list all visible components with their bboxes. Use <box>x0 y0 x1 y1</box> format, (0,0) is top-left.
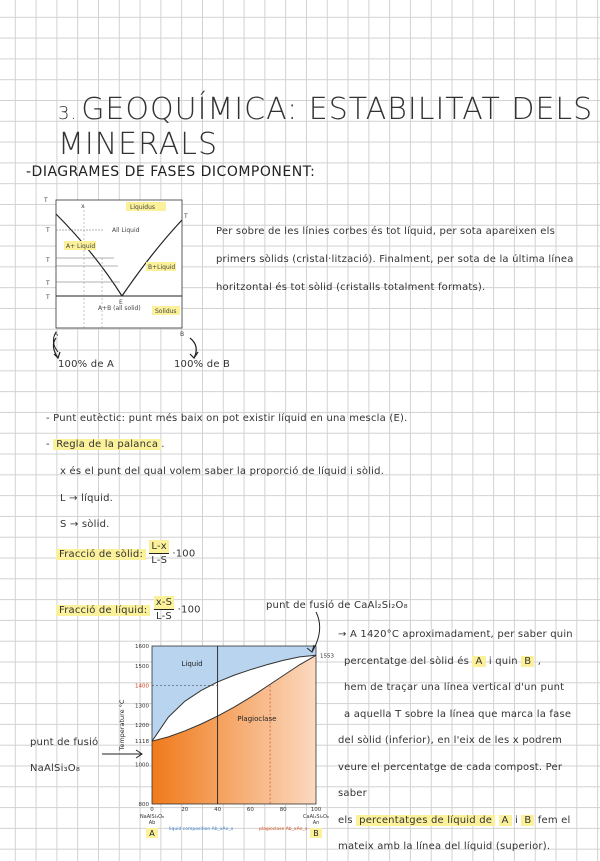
a-liquid-label: A+ Liquid <box>66 243 96 250</box>
y-tick-label: 1600 <box>135 644 149 650</box>
p2-a2: A <box>499 815 512 826</box>
title-text: GEOQUÍMICA: ESTABILITAT DELS MINERALS <box>58 92 594 162</box>
y-axis-label: Temperature °C <box>118 699 126 751</box>
fraction-solid-label: Fracció de sòlid: <box>56 549 146 560</box>
fraction-liquid-label: Fracció de líquid: <box>56 605 150 616</box>
p2-line7-highlight: percentatges de líquid de <box>356 815 495 826</box>
x-tick-label: 20 <box>181 807 189 813</box>
x-label: x <box>81 203 85 210</box>
y-tick-label: 1500 <box>135 663 149 670</box>
t3-label: T <box>46 280 50 287</box>
y-tick-label: 1400 <box>135 683 149 690</box>
x-definition: x és el punt del qual volem saber la proporció de líquid i sòlid. <box>60 466 385 477</box>
p2-line2: percentatge del sòlid és A i quin B , <box>344 655 542 667</box>
y-tick-label: 1300 <box>135 703 149 710</box>
all-liquid-label: All Liquid <box>112 227 140 234</box>
frac-solid-num: L-x <box>151 541 167 552</box>
x-left-label: Ab <box>148 820 156 826</box>
x-tick-label: 80 <box>279 807 287 813</box>
y-tick-label: 1000 <box>135 762 149 769</box>
liquidus-label: Liquidus <box>130 204 156 211</box>
bottom-right-label: plagioclase Ab_xAn_x <box>258 827 308 832</box>
p2-line7 <box>338 808 594 835</box>
p2-b2: B <box>521 815 534 826</box>
p2-line1: → A 1420°C aproximadament, per saber quin <box>338 629 573 640</box>
paragraph-2 <box>338 622 594 861</box>
lever-rule: - Regla de la palanca . <box>46 439 165 450</box>
series-label-plagioclase: Plagioclase <box>237 715 277 724</box>
pct-b-label: 100% de B <box>174 359 231 370</box>
t2-label: T <box>46 257 50 264</box>
p2-line2b: i quin <box>488 655 518 667</box>
fraction-solid <box>56 540 195 568</box>
x-tick-label: 40 <box>214 807 222 813</box>
fraction-solid-formula <box>149 540 169 567</box>
arrow-to-1553 <box>312 612 320 652</box>
b-label: B <box>313 829 319 838</box>
frac-liquid-den: L-S <box>156 611 172 622</box>
x-tick-label: 100 <box>310 807 322 813</box>
melting-point-an: punt de fusió de CaAl₂Si₂O₈ <box>266 600 408 611</box>
p2-line3: hem de traçar una línea vertical d'un punt <box>344 682 565 693</box>
phase-diagram <box>34 192 204 342</box>
title-number: 3. <box>58 103 78 124</box>
p2-line8: mateix amb la línea del líquid (superior). <box>338 841 551 852</box>
series-label-liquid: Liquid <box>181 659 203 668</box>
a-label: A <box>149 829 155 838</box>
melting-point-ab-2: NaAlSi₃O₈ <box>30 763 81 774</box>
p2-b: B <box>521 656 534 667</box>
te-label: T <box>46 294 50 301</box>
ta-label: T <box>44 197 48 204</box>
y-tick-label: 1118 <box>135 739 149 746</box>
p2-line7c: fem el <box>537 814 571 826</box>
p2-line7b: i <box>514 814 518 826</box>
p2-line6: veure el percentatge de cada compost. Per saber <box>338 761 563 799</box>
p2-line5: del sòlid (inferior), en l'eix de les x podrem <box>338 735 563 746</box>
b-axis-label: B <box>180 331 185 338</box>
frac-solid-mult: ·100 <box>172 548 196 560</box>
melting-point-ab-1: punt de fusió <box>30 737 99 748</box>
x-left-label: NaAlSi₃O₈ <box>139 814 165 820</box>
ab-solid-label: A+B (all solid) <box>98 305 141 312</box>
section-heading: -DIAGRAMES DE FASES DICOMPONENT: <box>26 164 316 180</box>
solidus-label: Solidus <box>155 308 177 315</box>
p2-line7a: els <box>338 814 353 826</box>
p2-a: A <box>472 656 485 667</box>
tb-label: T <box>184 213 188 220</box>
e-label: E <box>119 299 123 306</box>
l-definition: L → líquid. <box>60 493 114 504</box>
frac-liquid-num: x-S <box>155 597 173 608</box>
x-right-label: An <box>312 820 320 826</box>
x-right-label: CaAl₂Si₂O₈ <box>303 814 329 820</box>
b-liquid-label: B+Liquid <box>148 264 176 271</box>
t1-label: T <box>46 227 50 234</box>
paragraph-1: Per sobre de les línies corbes és tot líquid, per sota apareixen els primers sòlids (cristal·lització). Finalment, per sota de la última línea horitzontal és tot sòlid (cristalls totalment formats). <box>216 226 574 293</box>
y-tick-label: 1200 <box>135 723 149 729</box>
p2-line2a: percentatge del sòlid és <box>344 655 470 667</box>
lever-rule-text: Regla de la palanca <box>53 439 161 450</box>
end-value-label: 1553 <box>320 653 334 660</box>
eutectic-note: - Punt eutèctic: punt més baix on pot existir líquid en una mescla (E). <box>46 413 408 424</box>
y-tick-label: 800 <box>138 802 149 808</box>
chart-arrows <box>90 600 340 780</box>
frac-solid-den: L-S <box>151 555 168 566</box>
a-axis-label: A <box>54 331 59 338</box>
page-title <box>58 92 600 162</box>
x-tick-label: 0 <box>150 807 154 813</box>
bottom-left-label: liquid composition Ab_xAn_x <box>169 827 234 832</box>
pct-a-label: 100% de A <box>58 359 115 370</box>
x-tick-label: 60 <box>246 807 254 813</box>
s-definition: S → sòlid. <box>60 519 110 530</box>
frac-liquid-mult: ·100 <box>177 604 201 616</box>
p2-line4: a aquella T sobre la línea que marca la fase <box>344 708 572 720</box>
